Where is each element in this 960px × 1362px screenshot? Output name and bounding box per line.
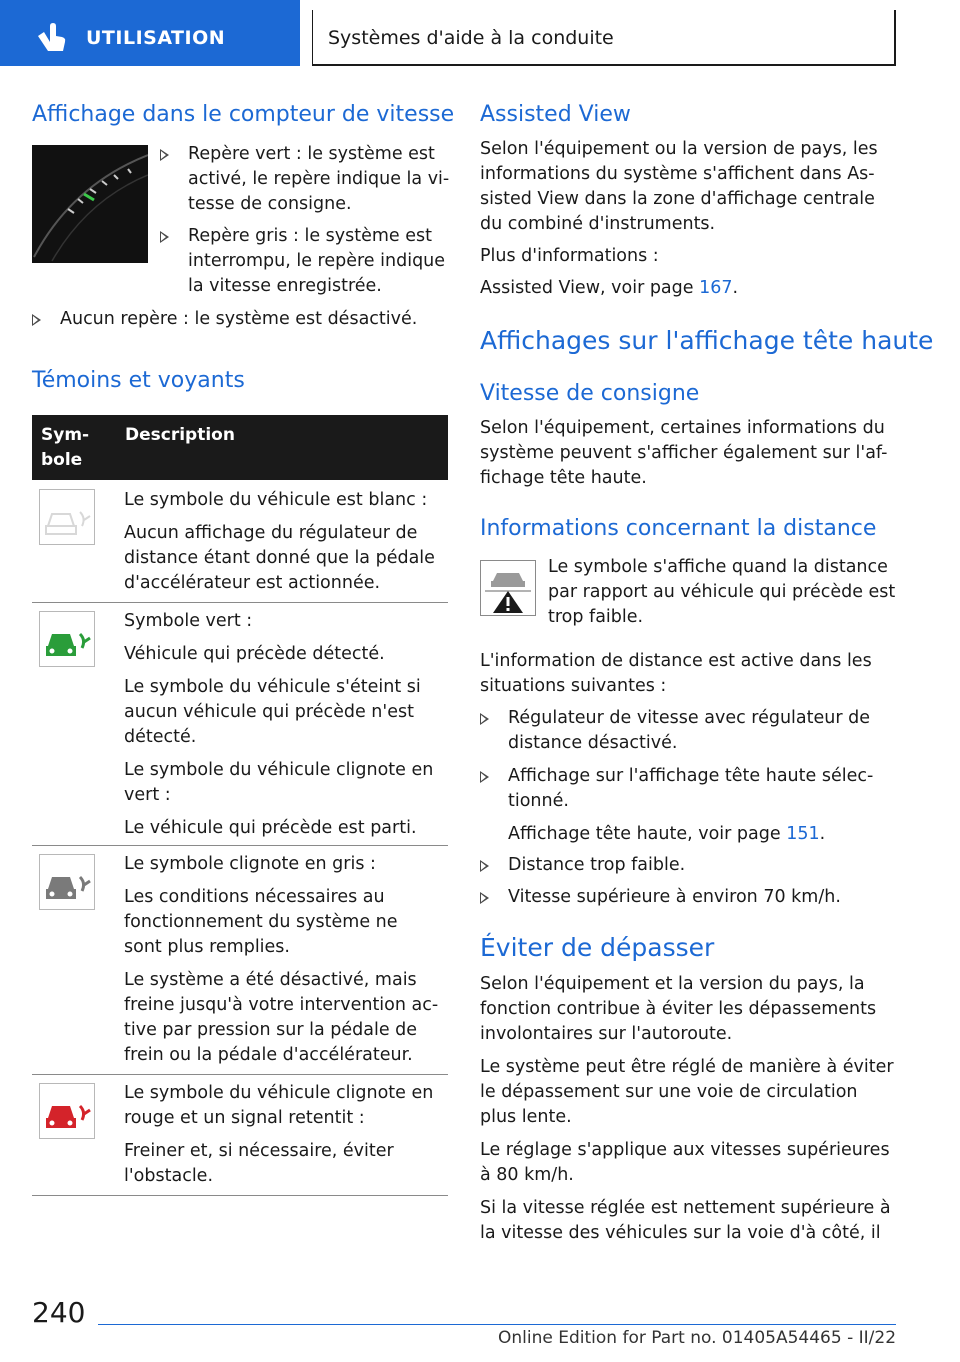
- bullet-line: distance désactivé.: [508, 733, 678, 753]
- table-row: [124, 1081, 444, 1189]
- vehicle-grey-icon: [39, 854, 95, 910]
- text-line: Selon l'équipement ou la version de pays, les: [480, 139, 878, 159]
- heading-eviter: Éviter de dépasser: [480, 933, 715, 962]
- cell-text: rouge et un signal retentit :: [124, 1108, 365, 1128]
- hand-pointer-icon: [34, 22, 68, 52]
- cell-text: Le véhicule qui précède est parti.: [124, 818, 417, 838]
- heading-temoins: Témoins et voyants: [32, 368, 245, 393]
- cell-text: Le symbole du véhicule est blanc :: [124, 490, 428, 510]
- reference-text: Affichage tête haute, voir page: [508, 824, 787, 844]
- bullet-arrow-icon: [160, 231, 169, 243]
- cell-text: distance étant donné que la pédale: [124, 548, 435, 568]
- heading-hud: Affichages sur l'affichage tête haute: [480, 326, 934, 355]
- table-row: [124, 488, 444, 596]
- speedometer-image: [32, 145, 148, 263]
- text-line: Le symbole s'affiche quand la distance: [548, 557, 888, 577]
- table-row: [124, 609, 444, 841]
- chapter-label: UTILISATION: [86, 27, 226, 49]
- col-symbol-header: Sym-: [41, 425, 90, 445]
- header-divider: [312, 10, 313, 66]
- text-line: Selon l'équipement et la version du pays, la: [480, 974, 865, 994]
- text-line: la vitesse des véhicules sur la voie d'à côté, il: [480, 1223, 881, 1243]
- vehicle-green-icon: [39, 611, 95, 667]
- cell-text: freine jusqu'à votre intervention ac-: [124, 995, 439, 1015]
- paragraph-distance: [480, 649, 896, 699]
- bullet-line: Aucun repère : le système est désactivé.: [60, 309, 418, 329]
- page-link-151[interactable]: 151: [786, 824, 820, 844]
- row-divider: [32, 602, 448, 603]
- cell-text: sont plus remplies.: [124, 937, 290, 957]
- col-symbol-header-2: bole: [41, 450, 83, 470]
- cell-text: Le système a été désactivé, mais: [124, 970, 417, 990]
- plus-info-label: Plus d'informations :: [480, 246, 659, 266]
- table-header: [32, 415, 448, 480]
- heading-assisted-view: Assisted View: [480, 102, 631, 127]
- chapter-tab: [0, 0, 300, 66]
- text-line: Selon l'équipement, certaines informations du: [480, 418, 885, 438]
- text-line: fichage tête haute.: [480, 468, 647, 488]
- cell-text: Le symbole du véhicule s'éteint si: [124, 677, 421, 697]
- cell-text: Aucun affichage du régulateur de: [124, 523, 418, 543]
- bullet-line: Repère vert : le système est: [188, 144, 435, 164]
- text-line: Le système peut être réglé de manière à éviter: [480, 1057, 894, 1077]
- text-line: par rapport au véhicule qui précède est: [548, 582, 896, 602]
- text-line: informations du système s'affichent dans As-: [480, 164, 875, 184]
- cell-text: Le symbole clignote en gris :: [124, 854, 376, 874]
- text-line: trop faible.: [548, 607, 644, 627]
- cell-text: d'accélérateur est actionnée.: [124, 573, 381, 593]
- reference-text: Assisted View, voir page: [480, 278, 700, 298]
- cell-text: Le symbole du véhicule clignote en: [124, 1083, 434, 1103]
- cell-text: détecté.: [124, 727, 197, 747]
- heading-distance: Informations concernant la distance: [480, 516, 877, 541]
- vehicle-white-icon: [39, 489, 95, 545]
- page-link-167[interactable]: 167: [699, 278, 733, 298]
- text-line: à 80 km/h.: [480, 1165, 574, 1185]
- cell-text: vert :: [124, 785, 171, 805]
- bullet-line: Régulateur de vitesse avec régulateur de: [508, 708, 870, 728]
- bullet-line: Vitesse supérieure à environ 70 km/h.: [508, 887, 841, 907]
- text-line: système peuvent s'afficher également sur l'af-: [480, 443, 888, 463]
- header-end-rule: [894, 10, 896, 66]
- vehicle-red-icon: [39, 1083, 95, 1139]
- bullet-line: Repère gris : le système est: [188, 226, 432, 246]
- text-line: Le réglage s'applique aux vitesses supérieures: [480, 1140, 890, 1160]
- text-line: sisted View dans la zone d'affichage centrale: [480, 189, 875, 209]
- cell-text: Symbole vert :: [124, 611, 253, 631]
- cell-text: Les conditions nécessaires au: [124, 887, 385, 907]
- edition-label: Online Edition for Part no. 01405A54465 - II/22: [498, 1328, 897, 1348]
- cell-text: fonctionnement du système ne: [124, 912, 398, 932]
- bullet-arrow-icon: [480, 892, 489, 904]
- text-line: Si la vitesse réglée est nettement supérieure à: [480, 1198, 891, 1218]
- reference-hud: Affichage tête haute, voir page 151.: [508, 824, 826, 844]
- bullet-line: Distance trop faible.: [508, 855, 686, 875]
- heading-vitesse-consigne: Vitesse de consigne: [480, 381, 700, 406]
- row-divider: [32, 1074, 448, 1075]
- bullet-arrow-icon: [32, 314, 41, 326]
- cell-text: Le symbole du véhicule clignote en: [124, 760, 434, 780]
- cell-text: frein ou la pédale d'accélérateur.: [124, 1045, 413, 1065]
- text-line: fonction contribue à éviter les dépassements: [480, 999, 877, 1019]
- distance-warning-icon: [480, 560, 536, 616]
- bullet-arrow-icon: [480, 771, 489, 783]
- bullet-arrow-icon: [160, 149, 169, 161]
- text-line: involontaires sur l'autoroute.: [480, 1024, 733, 1044]
- row-divider: [32, 1195, 448, 1196]
- bullet-line: Affichage sur l'affichage tête haute sélec-: [508, 766, 874, 786]
- paragraph-distance-icon: [548, 555, 896, 630]
- text-line: L'information de distance est active dans les: [480, 651, 872, 671]
- text-line: le dépassement sur une voie de circulation: [480, 1082, 858, 1102]
- paragraph-assisted: [480, 137, 896, 237]
- footer-rule: [98, 1324, 896, 1325]
- cell-text: Véhicule qui précède détecté.: [124, 644, 385, 664]
- text-line: situations suivantes :: [480, 676, 667, 696]
- bullet-arrow-icon: [480, 713, 489, 725]
- heading-compteur: Affichage dans le compteur de vitesse: [32, 102, 455, 127]
- cell-text: tive par pression sur la pédale de: [124, 1020, 418, 1040]
- bullet-line: la vitesse enregistrée.: [188, 276, 382, 296]
- bullet-arrow-icon: [480, 860, 489, 872]
- header-rule: [312, 64, 896, 66]
- paragraph-eviter: [480, 972, 896, 1246]
- reference-assisted: Assisted View, voir page 167.: [480, 278, 739, 298]
- cell-text: aucun véhicule qui précède n'est: [124, 702, 414, 722]
- page-number: 240: [32, 1296, 86, 1329]
- page-header: [0, 0, 960, 66]
- paragraph-vitesse: [480, 416, 896, 491]
- text-line: du combiné d'instruments.: [480, 214, 716, 234]
- bullet-line: tesse de consigne.: [188, 194, 352, 214]
- bullet-line: tionné.: [508, 791, 569, 811]
- table-row: [124, 852, 444, 1068]
- text-line: plus lente.: [480, 1107, 572, 1127]
- cell-text: Freiner et, si nécessaire, éviter: [124, 1141, 394, 1161]
- bullet-line: interrompu, le repère indique: [188, 251, 446, 271]
- bullet-line: activé, le repère indique la vi-: [188, 169, 450, 189]
- cell-text: l'obstacle.: [124, 1166, 214, 1186]
- row-divider: [32, 845, 448, 846]
- section-title: Systèmes d'aide à la conduite: [328, 27, 614, 49]
- col-description-header: Description: [125, 425, 235, 445]
